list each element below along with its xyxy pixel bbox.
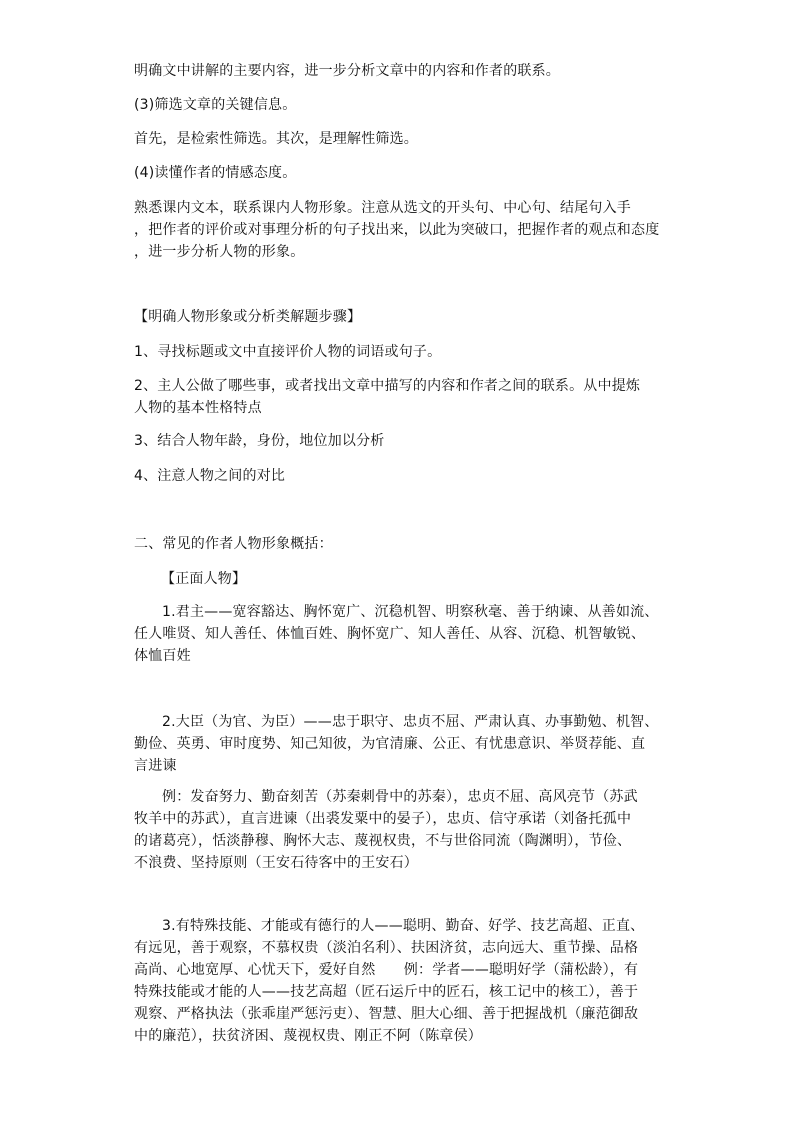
example-minister: 例：发奋努力、勤奋刻苦（苏秦刺骨中的苏秦），忠贞不屈、高风亮节（苏武 牧羊中的苏武），直言进谏（出裘发粟中的晏子），忠贞、信守承诺（刘备托孤中 的诸葛亮），恬淡静穆、胸怀大志、蔑视权贵，不与世俗同流（陶渊明），节俭、 不浪费、坚持原则（王安石待客中的王安石）	[134, 789, 638, 871]
paragraph-main-content: 明确文中讲解的主要内容，进一步分析文章中的内容和作者的联系。	[134, 63, 560, 79]
paragraph-emotion: (4)读懂作者的情感态度。	[134, 165, 297, 181]
paragraph-filtering: 首先，是检索性筛选。其次，是理解性筛选。	[134, 131, 418, 147]
paragraph-key-info: (3)筛选文章的关键信息。	[134, 97, 297, 113]
step-3: 3、结合人物年龄，身份，地位加以分析	[134, 433, 385, 449]
heading-solving-steps: 【明确人物形象或分析类解题步骤】	[134, 309, 362, 325]
item-minister: 2.大臣（为官、为臣）——忠于职守、忠贞不屈、严肃认真、办事勤勉、机智、 勤俭、英勇、审时度势、知己知彼，为官清廉、公正、有忧患意识、举贤荐能、直 言进谏	[134, 714, 659, 774]
item-skilled-people: 3.有特殊技能、才能或有德行的人——聪明、勤奋、好学、技艺高超、正直、 有远见，善于观察，不慕权贵（淡泊名利）、扶困济贫，志向远大、重节操、品格 高尚、心地宽厚、心忧天下，爱好自然 例：学者——聪明好学（蒲松龄），有 特殊技能或才能的人——技艺高超（匠石运斤中的匠石，核工记中的核工），善于 观察、严格执法（张乖崖严惩污吏）、智慧、胆大心细、善于把握战机（廉范御敌 中的廉范），扶贫济困、蔑视权贵、刚正不阿（陈章侯）	[134, 918, 645, 1044]
step-2: 2、主人公做了哪些事，或者找出文章中描写的内容和作者之间的联系。从中提炼 人物的基本性格特点	[134, 378, 641, 416]
heading-positive-characters: 【正面人物】	[161, 571, 247, 587]
step-1: 1、寻找标题或文中直接评价人物的词语或句子。	[134, 344, 442, 360]
item-monarch: 1.君主——宽容豁达、胸怀宽广、沉稳机智、明察秋毫、善于纳谏、从善如流、 任人唯贤、知人善任、体恤百姓、胸怀宽广、知人善任、从容、沉稳、机智敏锐、 体恤百姓	[134, 604, 659, 664]
section-heading-character-types: 二、常见的作者人物形象概括：	[134, 536, 333, 552]
step-4: 4、注意人物之间的对比	[134, 468, 286, 484]
paragraph-familiarize: 熟悉课内文本，联系课内人物形象。注意从选文的开头句、中心句、结尾句入手 ，把作者的评价或对事理分析的句子找出来，以此为突破口，把握作者的观点和态度 ，进一步分析人物的形象。	[134, 200, 660, 260]
